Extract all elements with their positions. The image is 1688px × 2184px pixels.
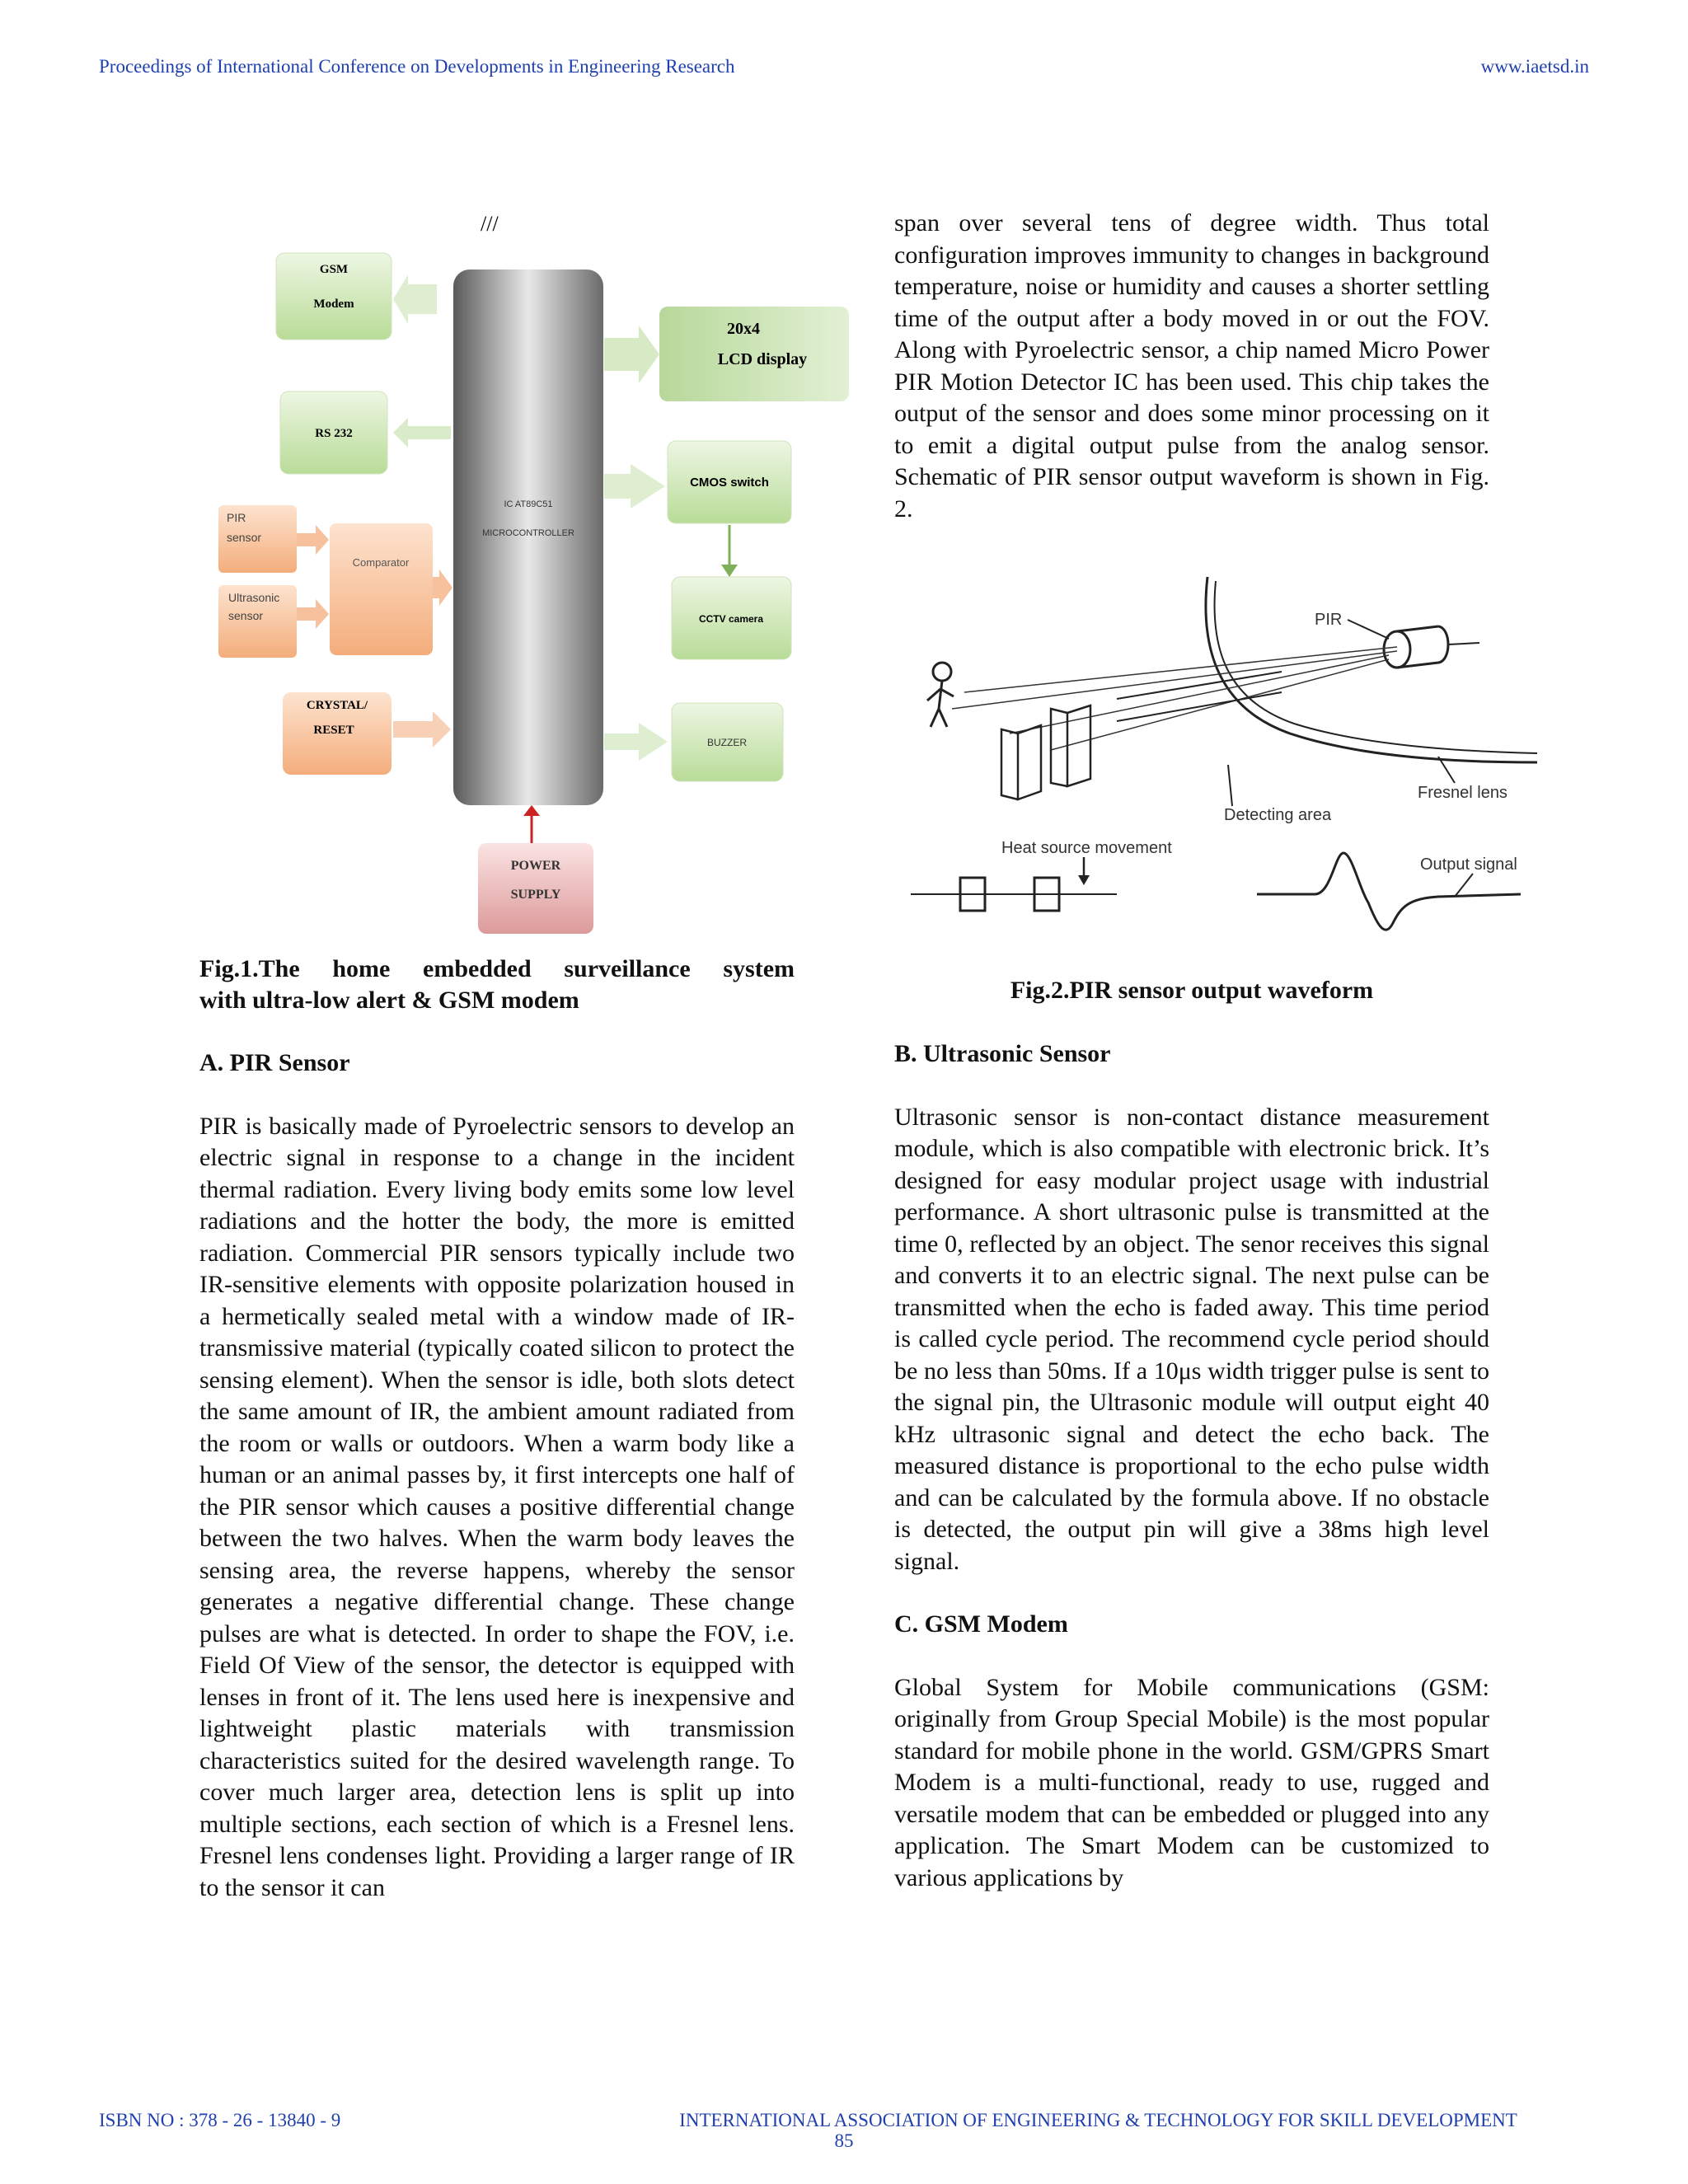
figure-1-caption-line2: with ultra-low alert & GSM modem [199, 987, 579, 1014]
rs232-label: RS 232 [315, 427, 353, 440]
power-label-line2: SUPPLY [510, 888, 561, 902]
pir-sensor-label: sensor [227, 531, 262, 544]
rs232-arrow [393, 418, 451, 448]
figure-marker: /// [481, 212, 499, 236]
modem-label: Modem [313, 298, 354, 311]
power-label-line1: POWER [510, 859, 561, 873]
section-a-heading: A. PIR Sensor [199, 1049, 350, 1076]
crystal-label: CRYSTAL/ [306, 699, 368, 712]
crystal-to-mcu-arrow [393, 711, 451, 748]
gsm-label: GSM [319, 263, 349, 276]
figure-2-caption: Fig.2.PIR sensor output waveform [1010, 977, 1374, 1004]
pir-label: PIR [1315, 611, 1343, 629]
ultrasonic-sensor-label: sensor [228, 609, 264, 622]
detecting-pointer [1228, 765, 1232, 806]
fresnel-label: Fresnel lens [1418, 784, 1507, 802]
isbn-footer: ISBN NO : 378 - 26 - 13840 - 9 [99, 2110, 341, 2130]
reset-label: RESET [313, 724, 354, 737]
section-c-heading: C. GSM Modem [894, 1610, 1068, 1638]
heat-arrowhead [1078, 875, 1090, 885]
ultrasonic-to-comparator-arrow [297, 599, 329, 629]
output-pointer [1455, 874, 1473, 897]
comparator-to-mcu-arrow [433, 569, 452, 606]
pir-sensor-cylinder [1384, 631, 1410, 668]
detecting-area-label: Detecting area [1224, 806, 1332, 824]
heat-source-label: Heat source movement [1001, 839, 1172, 857]
fresnel-lens-inner [1215, 581, 1537, 753]
running-header: Proceedings of International Conference on Developments in Engineering Research [99, 56, 735, 77]
section-a-body: PIR is basically made of Pyroelectric sensors to develop an electric signal in response to a change in the incident thermal radiation. Every living body emits some low level radiations and the hotter the body, the more is emitted radiation. Commercial PIR sensors typically include two IR-sensitive elements with opposite polarization housed in a hermetically sealed metal with a window made of IR-transmissive material (typically coated silicon to protect the sensing element). When the sensor is idle, both slots detect the same amount of IR, the ambient amount radiated from the room or walls or outdoors. When a warm body like a human or an animal passes by, it first intercepts one half of the PIR sensor which causes a positive differential change between the two halves. When the warm body leaves the sensing area, the reverse happens, whereby the sensor generates a negative differential change. These change pulses are what is detected. In order to shape the FOV, i.e. Field Of View of the sensor, the detector is equipped with lenses in front of it. The lens used here is inexpensive and lightweight plastic materials with transmission characteristics suited for the desired wavelength range. To cover much larger area, detection lens is split up into multiple sections, each section of which is a Fresnel lens. Fresnel lens condenses light. Providing a larger range of IR to the sensor it can [199, 1112, 795, 1901]
pir-sensor-body [1397, 626, 1448, 668]
page-number: 85 [834, 2130, 854, 2151]
lcd-label-line2: LCD display [717, 350, 808, 368]
detecting-zone-3 [1117, 672, 1282, 721]
output-signal-label: Output signal [1420, 855, 1517, 874]
figure-1-caption-line1: Fig.1.The home embedded surveillance system [199, 955, 795, 982]
figure-1-block-diagram [210, 202, 853, 944]
person-head [933, 663, 951, 681]
detecting-zone-1 [1001, 725, 1041, 799]
website-link[interactable]: www.iaetsd.in [1480, 56, 1589, 77]
cmos-label: CMOS switch [690, 476, 769, 490]
cctv-label: CCTV camera [698, 613, 764, 625]
lcd-label-line1: 20x4 [727, 320, 760, 338]
mcu-to-cmos-arrow [604, 464, 665, 509]
section-b-body: Ultrasonic sensor is non-contact distance measurement module, which is also compatible with electronic brick. It’s designed for easy modular project usage with industrial performance. A short ultrasonic pulse is transmitted at the time 0, reflected by an object. The senor receives this signal and converts it to an electric signal. The next pulse can be transmitted when the echo is faded away. This time period is called cycle period. The recommend cycle period should be no less than 50ms. If a 10μs width trigger pulse is sent to the signal pin, the Ultrasonic module will output eight 40 kHz ultrasonic signal and detect the echo back. The measured distance is proportional to the echo pulse width and can be calculated by the formula above. If no obstacle is detected, the output pin will give a 38ms high level signal. [894, 1103, 1489, 1575]
figure-2-pir-diagram [903, 577, 1554, 940]
comparator-block [330, 523, 433, 655]
mcu-label-line2: MICROCONTROLLER [482, 528, 574, 538]
person-body [927, 681, 954, 727]
section-b-heading: B. Ultrasonic Sensor [894, 1040, 1111, 1067]
mcu-to-lcd-arrow [604, 326, 659, 383]
section-a-continuation: span over several tens of degree width. Thus total configuration improves immunity to changes in background temperature, noise or humidity and causes a shorter settling time of the output after a body moved in or out the FOV. Along with Pyroelectric sensor, a chip named Micro Power PIR Motion Detector IC has been used. This chip takes the output of the sensor and does some minor processing on it to emit a digital output pulse from the analog sensor. Schematic of PIR sensor output waveform is shown in Fig. 2. [894, 209, 1489, 523]
mcu-to-buzzer-arrow [604, 723, 668, 761]
buzzer-label: BUZZER [707, 737, 747, 748]
ultrasonic-label: Ultrasonic [228, 591, 280, 604]
comparator-label: Comparator [352, 556, 410, 569]
gsm-arrow [393, 274, 437, 324]
pir-label: PIR [227, 511, 246, 524]
section-c-body: Global System for Mobile communications (GSM: originally from Group Special Mobile) is the most popular standard for mobile phone in the world. GSM/GPRS Smart Modem is a multi-functional, ready to use, rugged and versatile modem that can be embedded or plugged into any application. The Smart Modem can be customized to various applications by [894, 1673, 1489, 1891]
power-to-mcu-arrowhead [523, 805, 540, 816]
pir-to-comparator-arrow [297, 525, 329, 555]
pir-pointer [1348, 620, 1389, 639]
org-footer: INTERNATIONAL ASSOCIATION OF ENGINEERING & TECHNOLOGY FOR SKILL DEVELOPMENT [679, 2110, 1517, 2130]
mcu-label-line1: IC AT89C51 [504, 499, 553, 509]
pir-wire [1448, 643, 1479, 644]
cmos-to-cctv-arrowhead [721, 565, 738, 577]
